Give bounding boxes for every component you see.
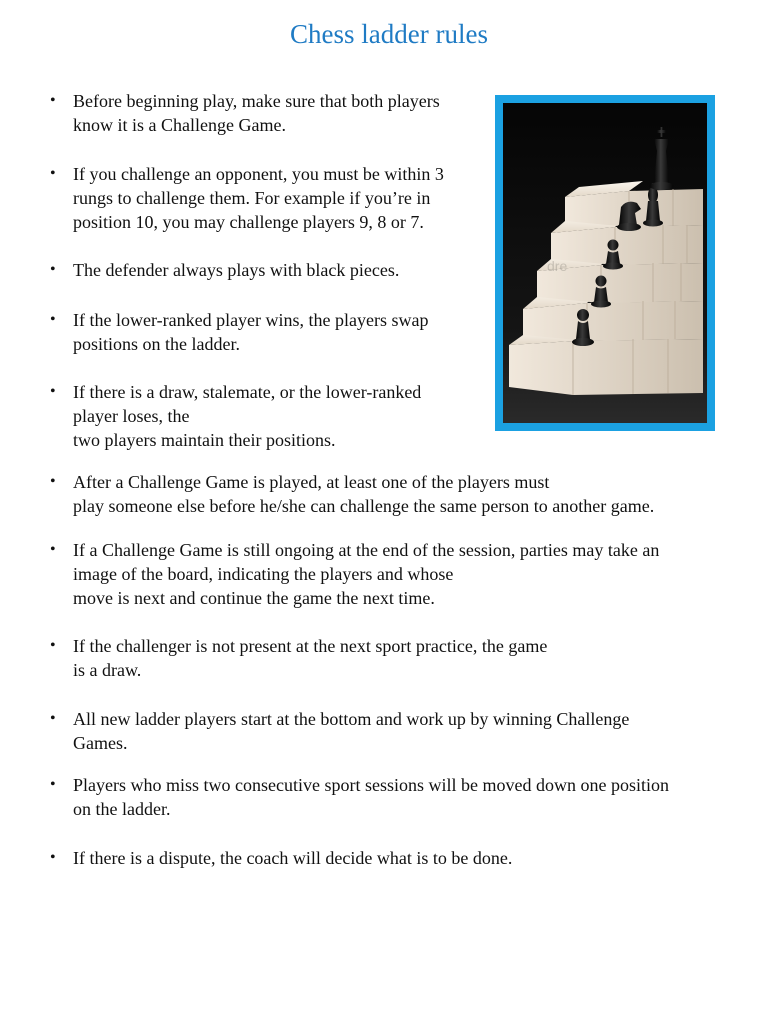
rule-line: two players maintain their positions. xyxy=(73,430,336,450)
bullet-icon: • xyxy=(50,261,56,278)
rule-line: Players who miss two consecutive sport sessions will be moved down one position xyxy=(73,775,669,795)
rule-text xyxy=(73,538,659,610)
rule-text xyxy=(73,258,399,282)
rule-line: position 10, you may challenge players 9, 8 or 7. xyxy=(73,212,424,232)
rule-text xyxy=(73,634,547,682)
rule-text xyxy=(73,308,429,356)
rule-line: If a Challenge Game is still ongoing at the end of the session, parties may take an xyxy=(73,540,660,560)
rule-text xyxy=(73,846,512,870)
rule-line: is a draw. xyxy=(73,660,142,680)
bullet-icon: • xyxy=(50,637,56,654)
rule-text xyxy=(73,162,444,234)
chess-stairs-illustration xyxy=(503,103,707,423)
rule-line: If there is a draw, stalemate, or the lower-ranked xyxy=(73,382,422,402)
rule-line: move is next and continue the game the next time. xyxy=(73,588,435,608)
bullet-icon: • xyxy=(50,710,56,727)
bullet-icon: • xyxy=(50,776,56,793)
rule-text xyxy=(73,707,629,755)
rule-text xyxy=(73,773,669,821)
rule-line: If the challenger is not present at the next sport practice, the game xyxy=(73,636,548,656)
watermark-text: dre xyxy=(547,258,568,274)
rule-line: If there is a dispute, the coach will decide what is to be done. xyxy=(73,848,513,868)
rule-line: player loses, the xyxy=(73,406,190,426)
rule-line: The defender always plays with black pieces. xyxy=(73,260,400,280)
bullet-icon: • xyxy=(50,473,56,490)
rule-line: If you challenge an opponent, you must be within 3 xyxy=(73,164,444,184)
bullet-icon: • xyxy=(50,383,56,400)
rule-line: on the ladder. xyxy=(73,799,171,819)
rule-line: positions on the ladder. xyxy=(73,334,240,354)
bullet-icon: • xyxy=(50,849,56,866)
bullet-icon: • xyxy=(50,311,56,328)
rule-line: image of the board, indicating the players and whose xyxy=(73,564,454,584)
rule-line: After a Challenge Game is played, at least one of the players must xyxy=(73,472,550,492)
rule-text xyxy=(73,380,421,452)
bullet-icon: • xyxy=(50,92,56,109)
bullet-icon: • xyxy=(50,541,56,558)
chess-stairs-image xyxy=(495,95,715,431)
rule-text xyxy=(73,470,654,518)
rule-line: rungs to challenge them. For example if you’re in xyxy=(73,188,431,208)
rule-line: If the lower-ranked player wins, the players swap xyxy=(73,310,429,330)
bullet-icon: • xyxy=(50,165,56,182)
rule-line: All new ladder players start at the bottom and work up by winning Challenge xyxy=(73,709,630,729)
rule-line: play someone else before he/she can challenge the same person to another game. xyxy=(73,496,655,516)
rule-line: Before beginning play, make sure that both players xyxy=(73,91,440,111)
rule-line: Games. xyxy=(73,733,128,753)
rule-text xyxy=(73,89,440,137)
page-title: Chess ladder rules xyxy=(290,19,488,49)
rule-line: know it is a Challenge Game. xyxy=(73,115,286,135)
